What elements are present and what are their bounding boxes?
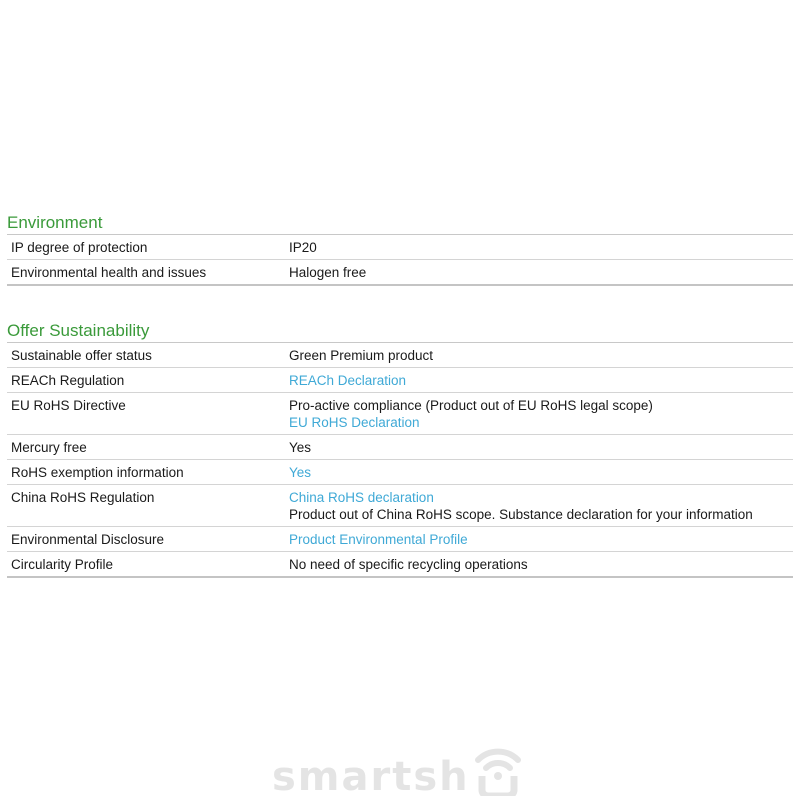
wifi-icon — [472, 738, 524, 796]
spec-table — [7, 234, 793, 286]
watermark-text: smartsh — [272, 754, 470, 800]
row-value — [289, 397, 793, 431]
spec-table — [7, 342, 793, 578]
row-label: REACh Regulation — [11, 373, 125, 388]
row-value — [289, 556, 793, 573]
section-title: Offer Sustainability — [7, 321, 150, 340]
row-label: Environmental Disclosure — [11, 532, 165, 547]
row-value — [289, 464, 793, 481]
table-row — [7, 485, 793, 527]
row-label: IP degree of protection — [11, 240, 148, 255]
table-row — [7, 460, 793, 485]
row-label: RoHS exemption information — [11, 465, 184, 480]
china-rohs-declaration-link[interactable]: China RoHS declaration — [289, 490, 434, 505]
row-value — [289, 239, 793, 256]
row-value — [289, 531, 793, 548]
section-environment — [7, 212, 793, 286]
row-label: Sustainable offer status — [11, 348, 152, 363]
row-value — [289, 347, 793, 364]
value-text: No need of specific recycling operations — [289, 557, 528, 572]
table-row — [7, 552, 793, 578]
table-row — [7, 368, 793, 393]
table-row — [7, 235, 793, 260]
row-label: Environmental health and issues — [11, 265, 207, 280]
row-value — [289, 489, 793, 523]
value-text: Green Premium product — [289, 348, 434, 363]
row-value — [289, 372, 793, 389]
value-text: Pro-active compliance (Product out of EU RoHS legal scope) — [289, 398, 653, 413]
section-offer-sustainability — [7, 320, 793, 578]
value-text: Product out of China RoHS scope. Substance declaration for your information — [289, 507, 753, 522]
table-row — [7, 435, 793, 460]
row-label: Mercury free — [11, 440, 87, 455]
eu-rohs-declaration-link[interactable]: EU RoHS Declaration — [289, 415, 420, 430]
value-text: Halogen free — [289, 265, 367, 280]
value-text: IP20 — [289, 240, 317, 255]
value-text: Yes — [289, 440, 312, 455]
rohs-exemption-link[interactable]: Yes — [289, 465, 312, 480]
row-value — [289, 439, 793, 456]
table-row — [7, 260, 793, 286]
table-row — [7, 527, 793, 552]
row-label: China RoHS Regulation — [11, 490, 155, 505]
watermark — [272, 738, 532, 798]
table-row — [7, 393, 793, 435]
table-row — [7, 343, 793, 368]
row-value — [289, 264, 793, 281]
row-label: EU RoHS Directive — [11, 398, 126, 413]
section-title: Environment — [7, 213, 103, 232]
environmental-profile-link[interactable]: Product Environmental Profile — [289, 532, 468, 547]
row-label: Circularity Profile — [11, 557, 114, 572]
reach-declaration-link[interactable]: REACh Declaration — [289, 373, 407, 388]
